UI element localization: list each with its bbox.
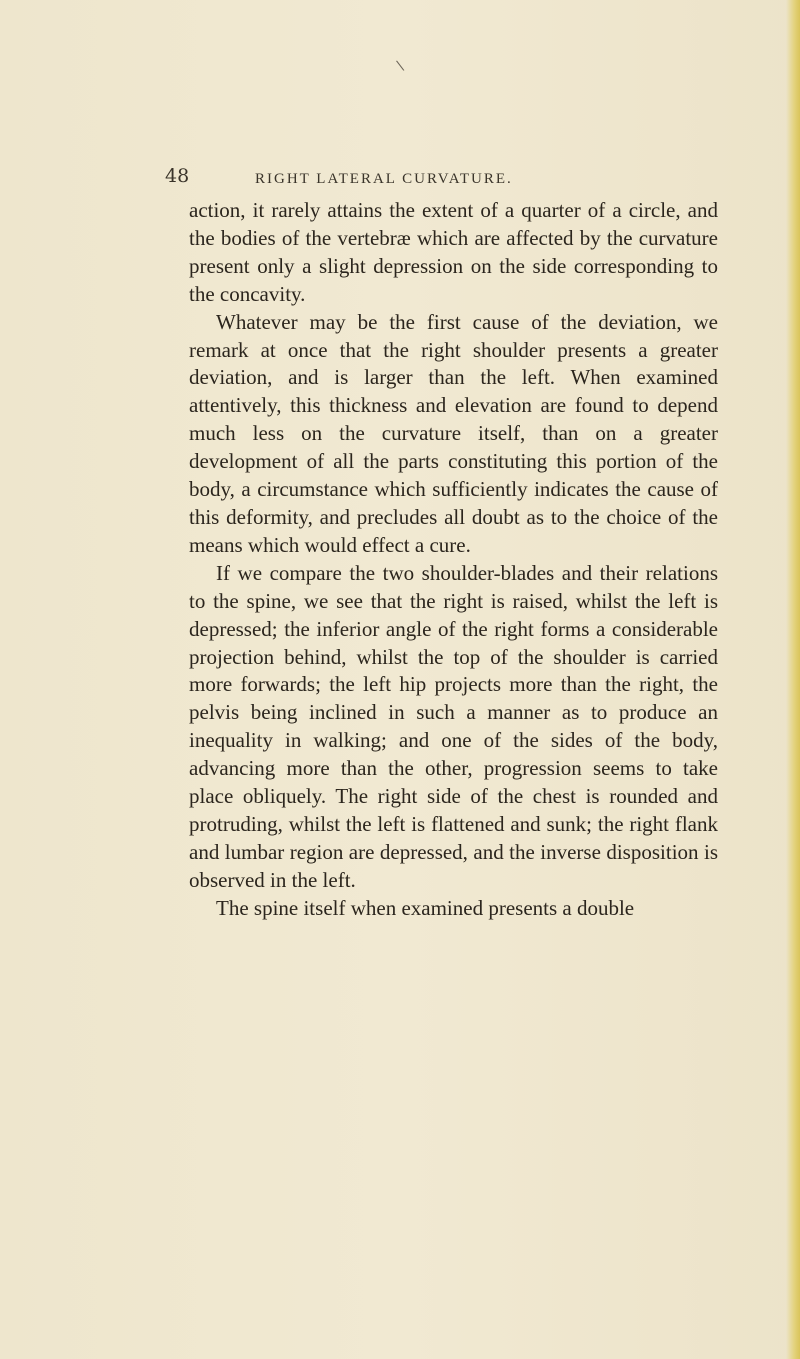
page-number: 48: [165, 165, 190, 187]
margin-mark: \: [395, 57, 406, 75]
paragraph-2: Whatever may be the first cause of the deviation, we remark at once that the right shoulder presents a greater deviation, and is larger than the left. When examined attentively, this thickness and elevation are found to depend much less on the curvature itself, than on a greater development of all the parts constituting this portion of the body, a circumstance which sufficiently indicates the cause of this deformity, and precludes all doubt as to the choice of the means which would effect a cure.: [189, 309, 718, 557]
body-text: [189, 197, 718, 923]
page-edge: [786, 0, 800, 1359]
paragraph-4: The spine itself when examined presents a double: [216, 895, 635, 920]
page-header: [0, 165, 800, 195]
paragraph-3: If we compare the two shoulder-blades and their relations to the spine, we see that the right is raised, whilst the left is depressed; the inferior angle of the right forms a considerable projection behind, whilst the top of the shoulder is carried more forwards; the left hip projects more than the right, the pelvis being inclined in such a manner as to produce an inequality in walking; and one of the sides of the body, advancing more than the other, progression seems to take place obliquely. The right side of the chest is rounded and protruding, whilst the left is flattened and sunk; the right flank and lumbar region are depressed, and the inverse disposition is observed in the left.: [189, 560, 718, 892]
paragraph-1: action, it rarely attains the extent of a quarter of a circle, and the bodies of the vertebræ which are affected by the curvature present only a slight depression on the side corresponding to the concavity.: [189, 198, 718, 306]
running-head: RIGHT LATERAL CURVATURE.: [255, 171, 513, 187]
